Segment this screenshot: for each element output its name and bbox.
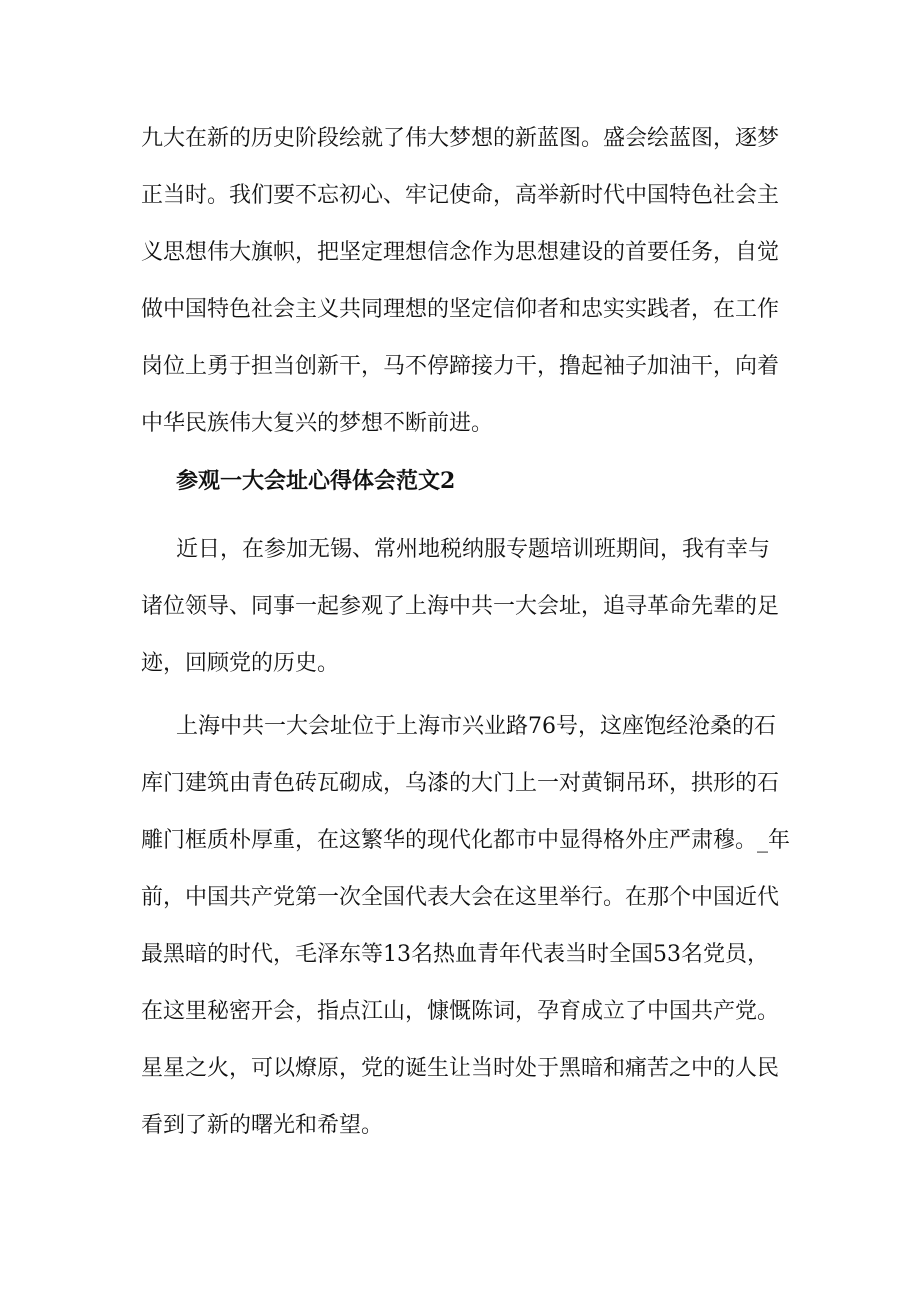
text-line: 在这里秘密开会，指点江山，慷慨陈词，孕育成立了中国共产党。 xyxy=(141,999,780,1024)
text-line: 做中国特色社会主义共同理想的坚定信仰者和忠实实践者，在工作 xyxy=(141,297,780,322)
text-line: 雕门框质朴厚重，在这繁华的现代化都市中显得格外庄严肃穆。_年 xyxy=(141,828,791,853)
text-line: 上海中共一大会址位于上海市兴业路76号，这座饱经沧桑的石 xyxy=(176,714,776,739)
text-line: 看到了新的曙光和希望。 xyxy=(141,1113,384,1138)
text-line: 九大在新的历史阶段绘就了伟大梦想的新蓝图。盛会绘蓝图，逐梦 xyxy=(141,126,780,151)
section-heading: 参观一大会址心得体会范文2 xyxy=(176,468,456,494)
text-line: 诸位领导、同事一起参观了上海中共一大会址，追寻革命先辈的足 xyxy=(141,594,780,619)
text-line: 前，中国共产党第一次全国代表大会在这里举行。在那个中国近代 xyxy=(141,885,780,910)
text-line: 迹，回顾党的历史。 xyxy=(141,651,340,676)
text-line: 最黑暗的时代，毛泽东等13名热血青年代表当时全国53名党员， xyxy=(141,942,769,967)
text-line: 近日，在参加无锡、常州地税纳服专题培训班期间，我有幸与 xyxy=(176,537,771,562)
text-line: 库门建筑由青色砖瓦砌成，乌漆的大门上一对黄铜吊环，拱形的石 xyxy=(141,771,780,796)
text-line: 星星之火，可以燎原，党的诞生让当时处于黑暗和痛苦之中的人民 xyxy=(141,1056,780,1081)
text-line: 义思想伟大旗帜，把坚定理想信念作为思想建设的首要任务，自觉 xyxy=(141,240,780,265)
text-line: 正当时。我们要不忘初心、牢记使命，高举新时代中国特色社会主 xyxy=(141,183,780,208)
text-line: 中华民族伟大复兴的梦想不断前进。 xyxy=(141,411,494,436)
text-line: 岗位上勇于担当创新干，马不停蹄接力干，撸起袖子加油干，向着 xyxy=(141,354,780,379)
